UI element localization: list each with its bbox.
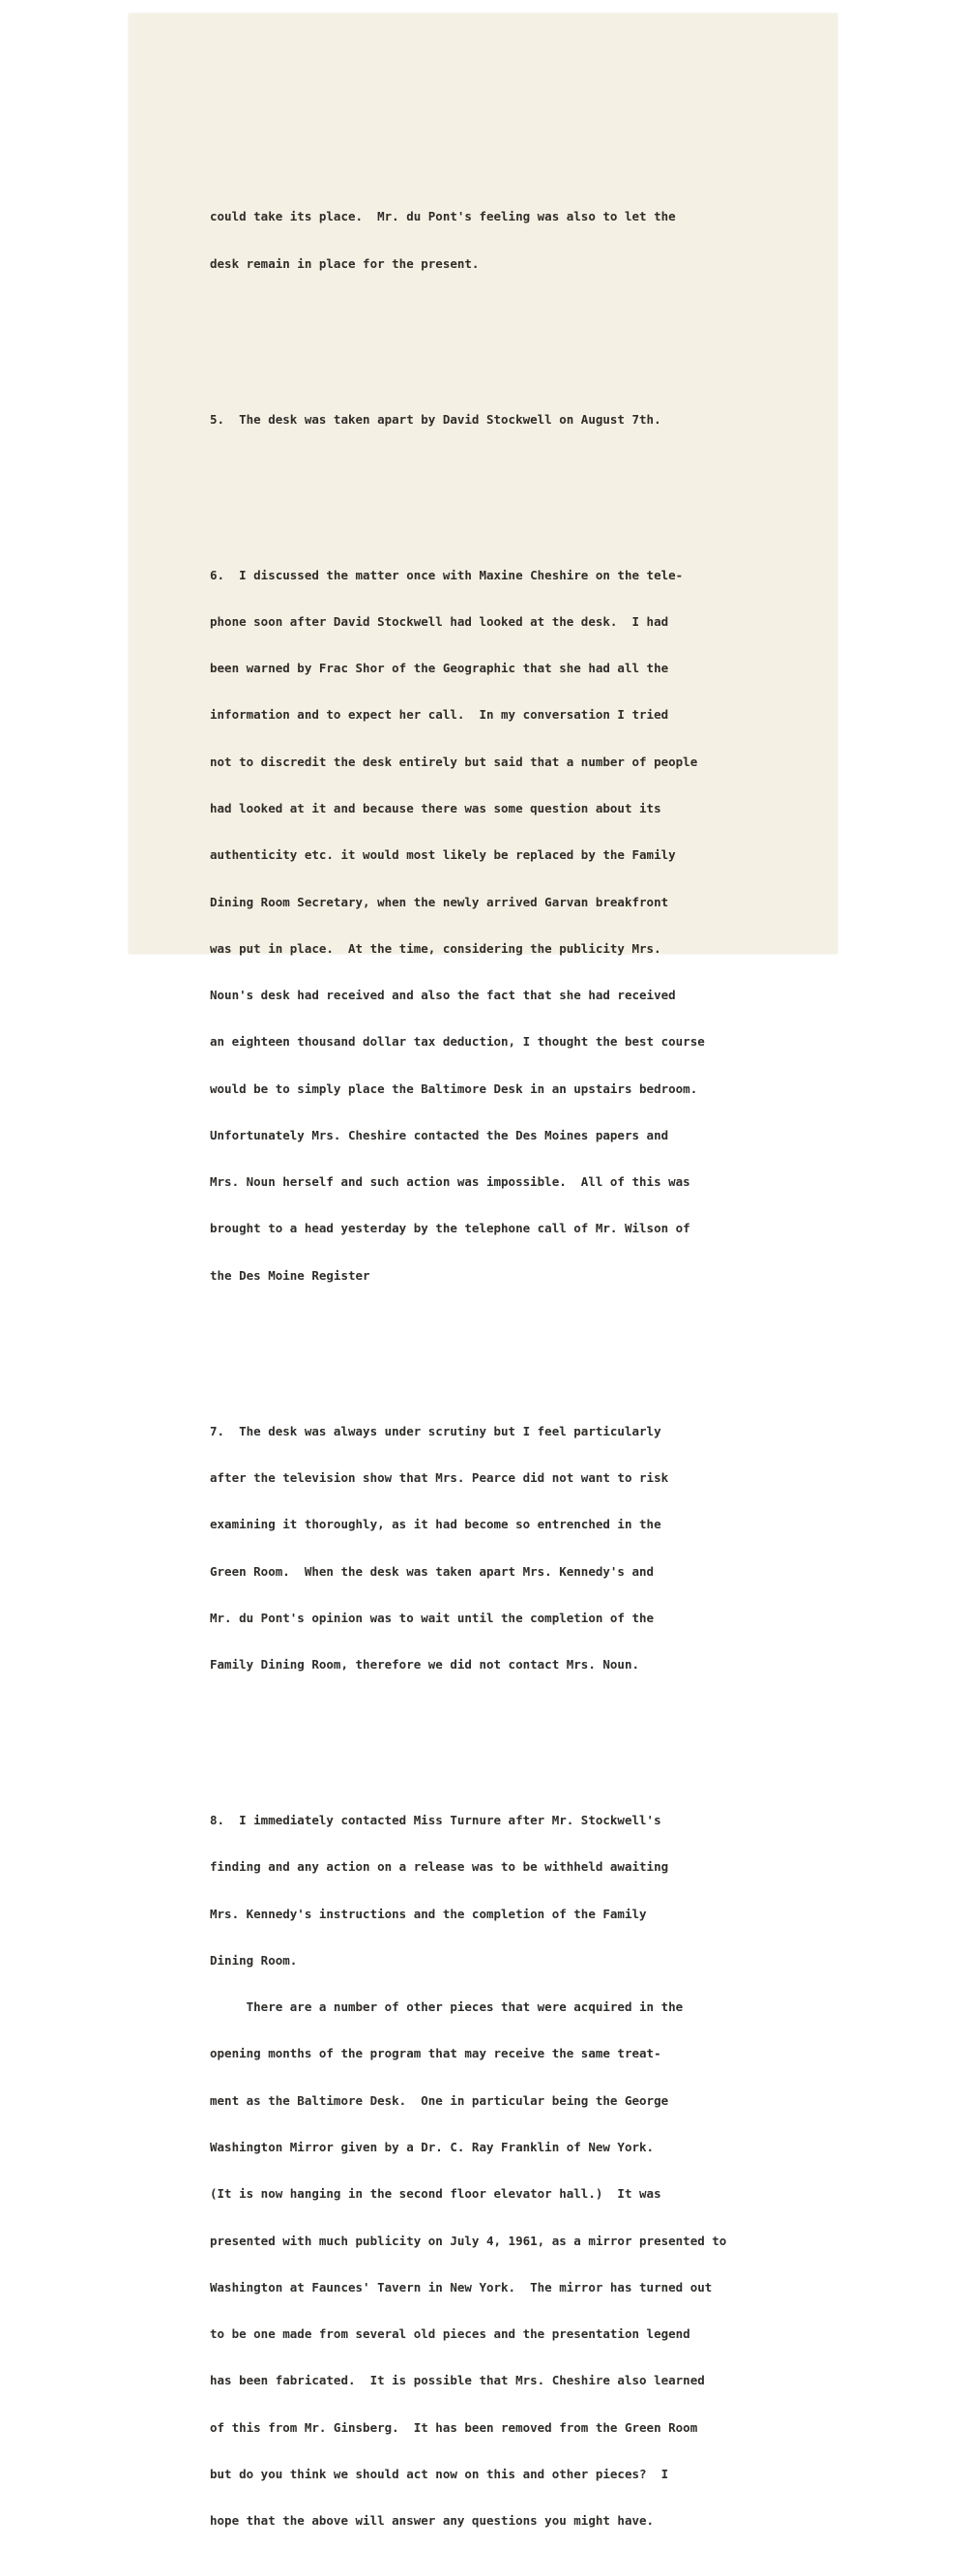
text-line: Unfortunately Mrs. Cheshire contacted the Des Moines papers and	[210, 1127, 669, 1142]
text-line: was put in place. At the time, considering the publicity Mrs.	[210, 940, 661, 956]
text-line: Mr. du Pont's opinion was to wait until the completion of the	[210, 1610, 655, 1625]
text-line: could take its place. Mr. du Pont's feeling was also to let the	[210, 209, 676, 224]
text-line: Noun's desk had received and also the fact that she had received	[210, 988, 676, 1003]
letter-body	[210, 147, 790, 2576]
text-line: 7. The desk was always under scrutiny but I feel particularly	[210, 1423, 661, 1438]
text-line: has been fabricated. It is possible that Mrs. Cheshire also learned	[210, 2373, 705, 2388]
text-line: Dining Room Secretary, when the newly arrived Garvan breakfront	[210, 894, 669, 909]
text-line: would be to simply place the Baltimore Desk in an upstairs bedroom.	[210, 1081, 698, 1096]
text-line: the Des Moine Register	[210, 1267, 370, 1283]
text-line: Dining Room.	[210, 1952, 298, 1968]
paragraph-continuation	[210, 178, 790, 303]
paragraph-7	[210, 1393, 790, 1704]
text-line: There are a number of other pieces that were acquired in the	[210, 1999, 684, 2015]
text-line: phone soon after David Stockwell had looked at the desk. I had	[210, 613, 669, 629]
text-line: of this from Mr. Ginsberg. It has been removed from the Green Room	[210, 2419, 698, 2435]
text-line: ment as the Baltimore Desk. One in particular being the George	[210, 2092, 669, 2108]
text-line: hope that the above will answer any questions you might have.	[210, 2513, 655, 2529]
text-line: been warned by Frac Shor of the Geographic that she had all the	[210, 661, 669, 676]
text-line: (It is now hanging in the second floor elevator hall.) It was	[210, 2186, 661, 2202]
text-line: to be one made from several old pieces and the presentation legend	[210, 2326, 690, 2342]
text-line: Mrs. Noun herself and such action was impossible. All of this was	[210, 1174, 690, 1190]
paragraph-6	[210, 536, 790, 1315]
text-line: not to discredit the desk entirely but said that a number of people	[210, 754, 698, 769]
text-line: desk remain in place for the present.	[210, 255, 480, 271]
text-line: opening months of the program that may receive the same treat-	[210, 2046, 661, 2061]
text-line: an eighteen thousand dollar tax deduction, I thought the best course	[210, 1034, 705, 1050]
text-line: information and to expect her call. In my conversation I tried	[210, 707, 669, 723]
text-line: 5. The desk was taken apart by David Stockwell on August 7th.	[210, 411, 661, 427]
text-line: after the television show that Mrs. Pearce did not want to risk	[210, 1469, 669, 1485]
text-line: 8. I immediately contacted Miss Turnure after Mr. Stockwell's	[210, 1813, 661, 1828]
text-line: Washington Mirror given by a Dr. C. Ray Franklin of New York.	[210, 2140, 655, 2154]
text-line: Green Room. When the desk was taken apart Mrs. Kennedy's and	[210, 1563, 655, 1579]
text-line: but do you think we should act now on this and other pieces? I	[210, 2466, 669, 2481]
text-line: 6. I discussed the matter once with Maxine Cheshire on the tele-	[210, 567, 684, 582]
paragraph-5	[210, 380, 790, 458]
text-line: examining it thoroughly, as it had become so entrenched in the	[210, 1517, 661, 1532]
text-line: Mrs. Kennedy's instructions and the completion of the Family	[210, 1906, 647, 1921]
paragraph-8	[210, 1782, 790, 2561]
text-line: finding and any action on a release was to be withheld awaiting	[210, 1859, 669, 1875]
text-line: presented with much publicity on July 4, 1961, as a mirror presented to	[210, 2233, 727, 2248]
text-line: Family Dining Room, therefore we did not contact Mrs. Noun.	[210, 1657, 640, 1673]
text-line: authenticity etc. it would most likely be replaced by the Family	[210, 847, 676, 863]
text-line: brought to a head yesterday by the telephone call of Mr. Wilson of	[210, 1221, 690, 1236]
text-line: had looked at it and because there was some question about its	[210, 800, 661, 815]
text-line: Washington at Faunces' Tavern in New York. The mirror has turned out	[210, 2279, 713, 2295]
